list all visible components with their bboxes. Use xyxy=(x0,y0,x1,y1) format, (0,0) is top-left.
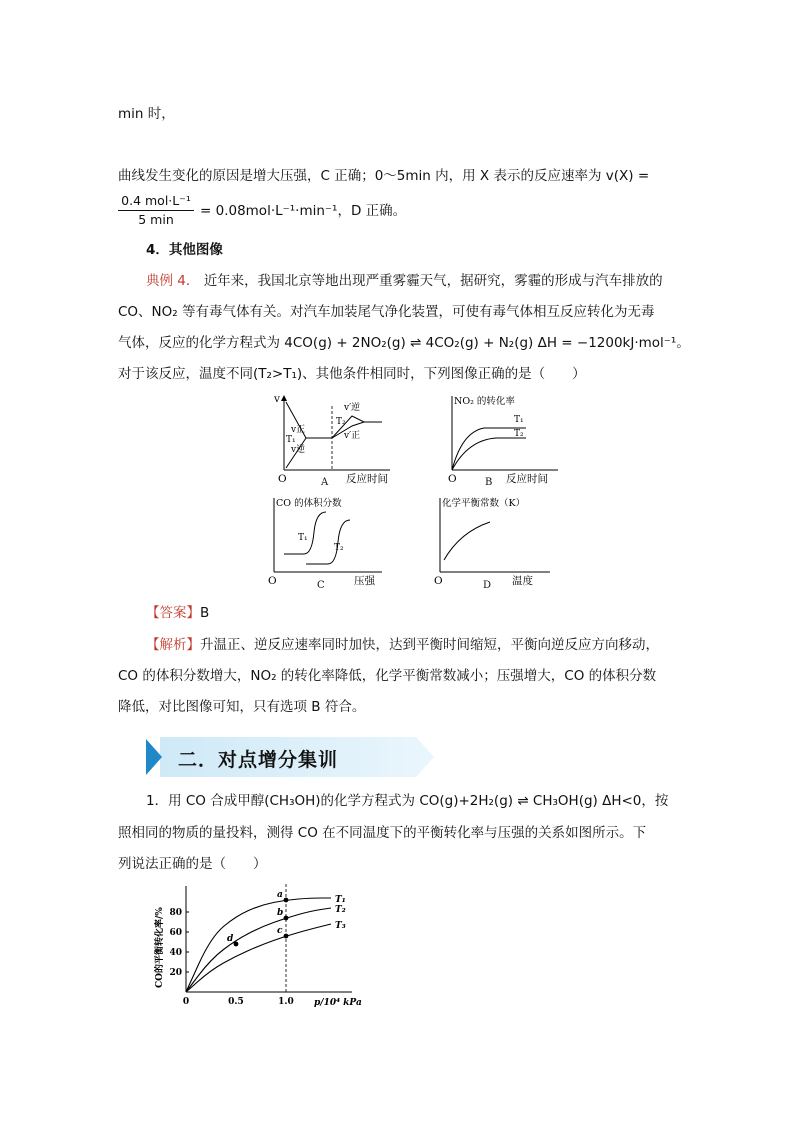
text-line: = 0.08mol·L⁻¹·min⁻¹，D 正确。 xyxy=(200,203,407,219)
chart-series xyxy=(186,895,346,992)
series-label: T₁ xyxy=(335,895,346,905)
graph-c-caption: C xyxy=(317,580,325,591)
graph-a xyxy=(264,392,394,487)
text-line: 列说法正确的是（ ） xyxy=(118,856,267,872)
graph-c-origin: O xyxy=(268,575,277,587)
analysis-label: 【解析】 xyxy=(146,637,200,653)
example-label: 典例 4． xyxy=(146,273,200,289)
data-point-label: b xyxy=(277,908,284,918)
x-tick-label: 0 xyxy=(182,997,190,1007)
graph-d-xlabel: 温度 xyxy=(512,575,533,587)
text-line: 气体，反应的化学方程式为 4CO(g) + 2NO₂(g) ⇌ 4CO₂(g) + N₂(g) ΔH = −1200kJ·mol⁻¹。 xyxy=(118,335,690,351)
y-axis-label: CO的平衡转化率/% xyxy=(155,907,165,988)
graph-a-origin: O xyxy=(278,473,287,485)
example-line xyxy=(146,271,663,291)
question-line: 1．用 CO 合成甲醇(CH₃OH)的化学方程式为 CO(g)+2H₂(g) ⇌ CH₃OH(g) ΔH<0，按 xyxy=(146,793,669,809)
analysis-line xyxy=(146,635,659,655)
x-tick-label: 1.0 xyxy=(278,997,294,1007)
data-point-label: c xyxy=(277,926,283,936)
graph-a-vrev2: v′正 xyxy=(344,431,361,441)
y-tick-label: 40 xyxy=(169,948,182,958)
graph-b-ylabel: NO₂ 的转化率 xyxy=(454,396,515,407)
graph-b-caption: B xyxy=(485,477,493,488)
x-axis-label: p/10⁴ kPa xyxy=(314,998,362,1008)
fraction-denominator: 5 min xyxy=(138,212,174,227)
data-point-label: d xyxy=(227,934,234,944)
chart-axes xyxy=(153,884,362,1008)
graph-b-t2: T₂ xyxy=(514,429,524,439)
graph-a-t2: T₂ xyxy=(336,417,346,427)
graph-b-xlabel: 反应时间 xyxy=(506,473,548,485)
text-line: 对于该反应，温度不同(T₂>T₁)、其他条件相同时，下列图像正确的是（ ） xyxy=(118,366,586,382)
graph-b-origin: O xyxy=(448,473,457,485)
analysis-text: 升温正、逆反应速率同时加快，达到平衡时间缩短，平衡向逆反应方向移动， xyxy=(200,637,659,653)
graph-c-xlabel: 压强 xyxy=(354,575,375,587)
series-label: T₂ xyxy=(335,905,346,915)
graph-c-ylabel: CO 的体积分数 xyxy=(276,498,342,509)
graph-d xyxy=(430,492,560,587)
graph-d-ylabel: 化学平衡常数（K） xyxy=(442,498,526,509)
y-tick-label: 80 xyxy=(169,908,182,918)
graph-a-t1: T₁ xyxy=(286,435,296,445)
section-title: 二．对点增分集训 xyxy=(178,749,339,771)
data-point xyxy=(234,942,239,947)
data-point xyxy=(284,934,289,939)
example-text: 近年来，我国北京等地出现严重雾霾天气，据研究，雾霾的形成与汽车排放的 xyxy=(203,273,663,289)
conversion-chart xyxy=(150,880,370,1015)
fraction-numerator: 0.4 mol·L⁻¹ xyxy=(118,192,194,211)
graph-d-origin: O xyxy=(434,575,443,587)
graph-a-ylabel: v xyxy=(274,393,280,405)
data-point xyxy=(284,916,289,921)
answer-value: B xyxy=(200,605,210,621)
section-banner xyxy=(146,737,436,777)
data-point xyxy=(284,898,289,903)
banner-arrow-icon xyxy=(146,739,162,775)
text-line: 降低，对比图像可知，只有选项 B 符合。 xyxy=(118,699,366,715)
graph-a-caption: A xyxy=(321,477,329,488)
text-line: CO、NO₂ 等有毒气体有关。对汽车加装尾气净化装置，可使有毒气体相互反应转化为无毒 xyxy=(118,304,655,320)
section-heading: 4．其他图像 xyxy=(146,242,223,258)
data-point-label: a xyxy=(277,890,283,900)
graph-d-caption: D xyxy=(483,580,492,591)
y-tick-label: 60 xyxy=(169,928,182,938)
fraction xyxy=(118,192,194,228)
series-line xyxy=(186,924,331,992)
text-line: min 时， xyxy=(118,106,175,122)
series-label: T₃ xyxy=(335,921,346,931)
x-tick-label: 0.5 xyxy=(228,997,244,1007)
series-line xyxy=(186,908,331,992)
graph-a-xlabel: 反应时间 xyxy=(346,473,388,485)
graph-a-vfwd: v正 xyxy=(291,425,306,435)
answer-line xyxy=(146,603,209,623)
graph-c-t2: T₂ xyxy=(334,543,344,553)
graph-b-t1: T₁ xyxy=(514,415,524,425)
graph-c xyxy=(264,492,394,587)
graph-b xyxy=(440,392,570,487)
graph-a-vfwd2: v′逆 xyxy=(344,403,361,413)
text-line: CO 的体积分数增大，NO₂ 的转化率降低，化学平衡常数减小；压强增大，CO 的体积分数 xyxy=(118,668,657,684)
answer-label: 【答案】 xyxy=(146,605,200,621)
graph-a-vrev: v逆 xyxy=(291,445,306,455)
text-line: 曲线发生变化的原因是增大压强，C 正确；0～5min 内，用 X 表示的反应速率为 v(X) = xyxy=(118,168,650,184)
text-line: 照相同的物质的量投料，测得 CO 在不同温度下的平衡转化率与压强的关系如图所示。下 xyxy=(118,825,647,841)
graph-c-t1: T₁ xyxy=(298,533,308,543)
y-tick-label: 20 xyxy=(169,968,182,978)
